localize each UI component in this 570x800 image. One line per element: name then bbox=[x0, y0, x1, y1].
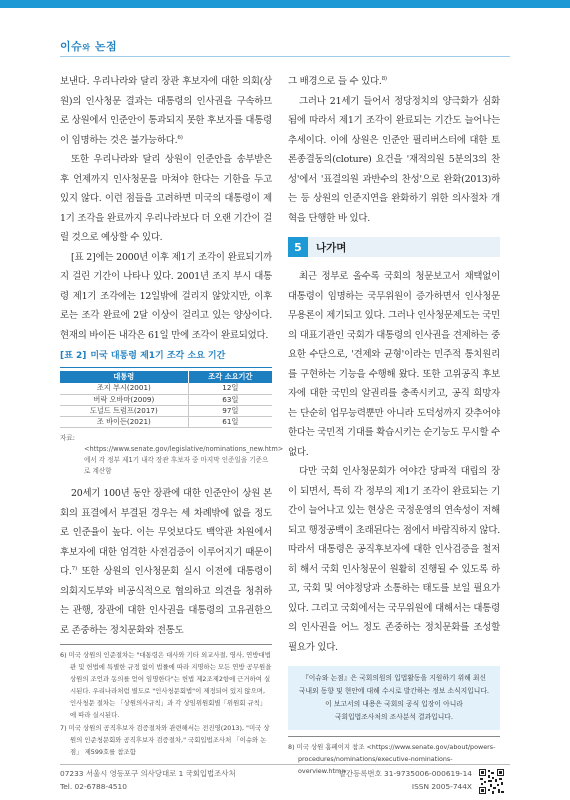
paragraph-text: 보낸다. 우리나라와 달리 장관 후보자에 대한 의회(상원)의 인사청문 결과는 대통령의 인사권을 구속하므로 상원에서 인준안이 통과되지 못한 후보자를 대통령이 임명하는 것은 불가능하다. bbox=[60, 76, 272, 146]
table-cell: 61일 bbox=[188, 417, 272, 428]
paragraph: 다만 국회 인사청문회가 여야간 당파적 대립의 장이 되면서, 특히 각 정부의 제1기 조각이 완료되는 기간이 늘어나고 있는 현상은 국정운영의 연속성이 저해되고 행정공백이 초래된다는 점에서 바람직하지 않다. 따라서 대통령은 공직후보자에 대한 인사검증을 철저히 해서 국회 인사청문이 원활히 진행될 수 있도록 하고, 국회 및 여야정당과 소통하는 태도를 보일 필요가 있다. 그리고 국회에서는 국무위원에 대해서는 대통령의 인사권을 어느 정도 존중하는 정치문화를 조성할 필요가 있다. bbox=[288, 466, 500, 653]
paragraph: 그러나 21세기 들어서 정당정치의 양극화가 심화됨에 따라서 제1기 조각이 완료되는 기간도 늘어나는 추세이다. 이에 상원은 인준안 필리버스터에 대한 토론종결동의(cloture) 요건을 '재적의원 5분의3의 찬성'에서 '표결의원 과반수의 찬성'으로 완화(2013)하는 등 상원의 인준지연을 완화하기 위한 의사절차 개혁을 단행한 바 있다. bbox=[288, 95, 500, 224]
page-header-title bbox=[60, 38, 117, 54]
footer-registration: 발간등록번호 31-9735006-000619-14 bbox=[338, 769, 472, 778]
footnote: 7) 미국 상원의 공직후보자 검증절차와 관련해서는 전진영(2013), "미국 상원의 인준청문회와 공직후보자 검증절차," 국회입법조사처 「이슈와 논점」 제599호를 참조함 bbox=[60, 724, 270, 756]
header-divider bbox=[60, 56, 510, 57]
paragraph: 또한 우리나라와 달리 상원이 인준안을 송부받은 후 언제까지 인사청문을 마쳐야 한다는 기한을 두고 있지 않다. 이런 점들을 고려하면 미국의 대통령이 제1기 조각을 완료까지 우리나라보다 더 오랜 기간이 걸릴 것으로 예상할 수 있다. bbox=[60, 154, 272, 243]
table-cell: 12일 bbox=[188, 383, 272, 394]
table-row bbox=[60, 405, 272, 416]
paragraph-text: 또한 상원의 인사청문회 실시 이전에 대통령이 의회지도부와 비공식적으로 협의하고 의견을 청취하는 관행, 장관에 대한 인사권을 대통령의 고유권한으로 존중하는 정치문화와 전통도 bbox=[60, 566, 272, 636]
table-title: 미국 대통령 제1기 조각 소요 기간 bbox=[90, 351, 226, 361]
table-header-cell: 대통령 bbox=[60, 371, 188, 383]
table-row bbox=[60, 383, 272, 394]
footer-tel: Tel. 02-6788-4510 bbox=[60, 782, 127, 791]
publication-notice bbox=[288, 666, 500, 730]
table-row bbox=[60, 394, 272, 405]
footer-address: 07233 서울시 영등포구 의사당대로 1 국회입법조사처 bbox=[60, 769, 236, 778]
paragraph-text: 그 배경으로 들 수 있다. bbox=[288, 76, 382, 87]
notice-line: 국내외 동향 및 현안에 대해 수시로 발간하는 정보 소식지입니다. bbox=[298, 687, 490, 695]
right-column bbox=[288, 72, 500, 730]
footnote: 8) 미국 상원 홈페이지 참조 <https://www.senate.gov/about/powers-procedures/nominations/executive-nominations-overview.htm> bbox=[288, 743, 496, 775]
footer-issn: ISSN 2005-744X bbox=[411, 782, 472, 791]
table-source: 자료: <https://www.senate.gov/legislative/nominations_new.htm>에서 각 정부 제1기 내각 장관 후보자 중 마지막 인준일을 기준으로 계산함 bbox=[60, 434, 284, 476]
footnote: 6) 미국 상원의 인준절차는 "대통령은 대사와 기타 외교사절, 영사, 연방대법관 및 헌법에 특별한 규정 없이 법률에 따라 지명하는 모든 연방 공무원을 상원의 조언과 동의를 얻어 임명한다"는 헌법 제2조제2항에 근거하여 실시된다. 우리나라처럼 별도로 "인사청문회법"이 제정되어 있지 않으며, 인사청문 절차는 「상원의사규칙」과 각 상임위원회별「위원회 규칙」에 따라 실시된다. bbox=[60, 651, 272, 719]
notice-line: 국회입법조사처의 조사분석 결과입니다. bbox=[334, 713, 454, 721]
header-title-part: 와 bbox=[82, 43, 91, 52]
top-accent-bar bbox=[0, 0, 570, 8]
paragraph: 최근 정부로 올수록 국회의 청문보고서 채택없이 대통령이 임명하는 국무위원이 증가하면서 인사청문 무용론이 제기되고 있다. 그러나 인사청문제도는 국민의 대표기관인 국회가 대통령의 인사권을 견제하는 중요한 수단으로, '견제와 균형'이라는 민주적 통치원리를 구현하는 기능을 수행해 왔다. 또한 고위공직 후보자에 대한 국민의 알권리를 충족시키고, 공직 희망자는 단순히 업무능력뿐만 아니라 도덕성까지 갖추어야 한다는 국민적 기대를 확습시키는 순기능도 무시할 수 없다. bbox=[288, 271, 500, 458]
notice-line: 이 보고서의 내용은 국회의 공식 입장이 아니라 bbox=[325, 700, 463, 708]
table-cell: 도널드 트럼프(2017) bbox=[60, 405, 188, 416]
paragraph bbox=[60, 484, 272, 640]
table-caption bbox=[60, 348, 272, 368]
left-column bbox=[60, 72, 284, 640]
table-cell: 버락 오바마(2009) bbox=[60, 394, 188, 405]
paragraph-text: 20세기 100년 동안 장관에 대한 인준안이 상원 본회의 표결에서 부결된 경우는 세 차례밖에 없을 정도로 인준율이 높다. 이는 무엇보다도 백악관 차원에서 후보자에 대한 엄격한 사전검증이 이루어지기 때문이다. bbox=[60, 488, 272, 578]
table-cell: 조지 부시(2001) bbox=[60, 383, 188, 394]
section-heading bbox=[288, 237, 500, 257]
footnote-ref: 6) bbox=[177, 134, 183, 141]
footnote-divider bbox=[288, 736, 500, 737]
footnote-ref: 7) bbox=[71, 566, 77, 573]
section-number: 5 bbox=[288, 237, 308, 257]
footnotes-left bbox=[60, 649, 272, 759]
paragraph: [표 2]에는 2000년 이후 제1기 조각이 완료되기까지 걸린 기간이 나타나 있다. 2001년 조지 부시 대통령 제1기 조각에는 12일밖에 걸리지 않았지만, 이후로는 조각 완료에 2달 이상이 걸리고 있는 양상이다. 현재의 바이든 내각은 61일 만에 조각이 완료되었다. bbox=[60, 251, 272, 341]
paragraph bbox=[60, 72, 272, 150]
table-label: [표 2] bbox=[60, 351, 87, 361]
table-cell: 97일 bbox=[188, 405, 272, 416]
header-title-part: 논점 bbox=[90, 40, 118, 53]
table-row bbox=[60, 417, 272, 428]
footnote-divider bbox=[60, 644, 272, 645]
section-title: 나가며 bbox=[316, 241, 347, 254]
table-header-cell: 조각 소요기간 bbox=[188, 371, 272, 383]
table-cell: 조 바이든(2021) bbox=[60, 417, 188, 428]
footnote-ref: 8) bbox=[381, 75, 387, 82]
table-cell: 63일 bbox=[188, 394, 272, 405]
table-header-row bbox=[60, 371, 272, 383]
header-title-part: 이슈 bbox=[60, 40, 83, 53]
footer-divider bbox=[60, 764, 510, 765]
cabinet-formation-table bbox=[60, 371, 272, 428]
qr-code-icon bbox=[478, 768, 505, 795]
notice-line: 『이슈와 논점』은 국회의원의 입법활동을 지원하기 위해 최신 bbox=[301, 674, 487, 682]
paragraph bbox=[288, 72, 500, 92]
